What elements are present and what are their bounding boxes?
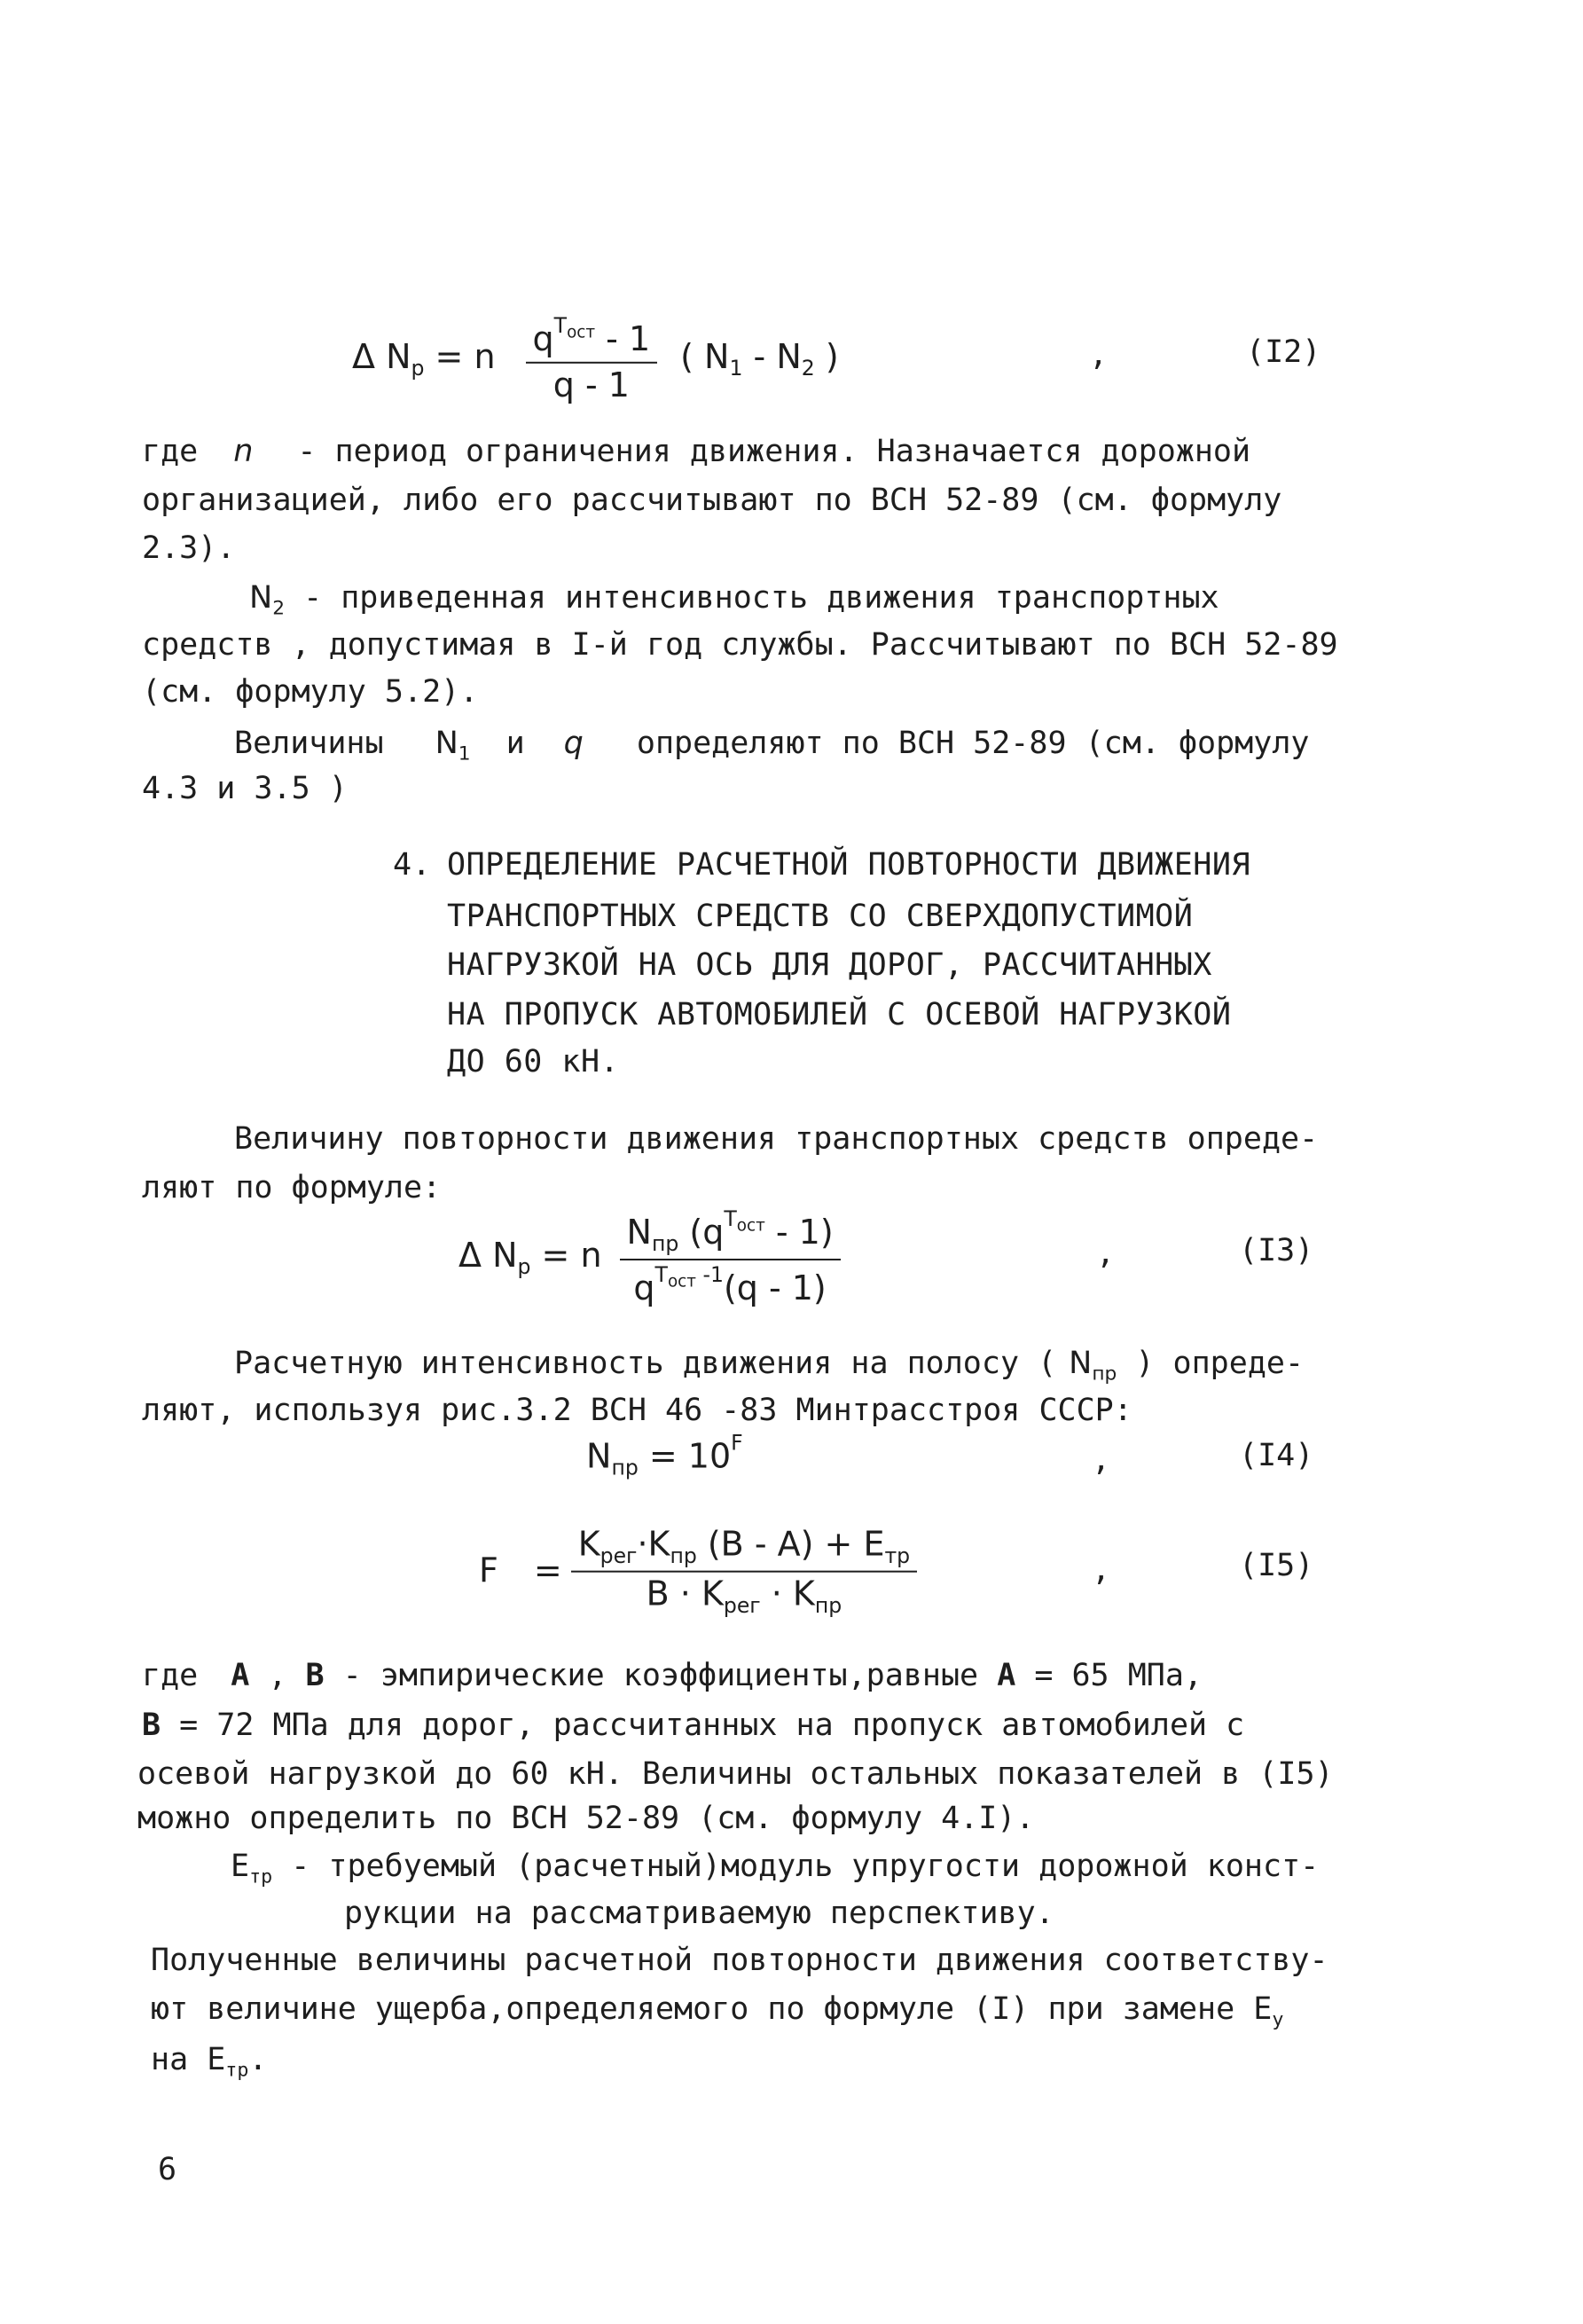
formula-12-lhs-text: Δ N [352,336,411,376]
section-title-line-3: НАГРУЗКОЙ НА ОСЬ ДЛЯ ДОРОГ, РАССЧИТАННЫХ [447,947,1212,983]
formula-12-comma: , [1089,337,1109,373]
para-result-line-1: Полученные величины расчетной повторности движения соответству- [151,1943,1328,1978]
formula-15-num-k1: K [577,1524,600,1564]
formula-13-den-base: q [633,1268,655,1308]
para-ab-line-4: можно определить по ВСН 52-89 (см. формулу 4.I). [137,1801,1035,1836]
symbol-a: A [231,1658,250,1693]
formula-12-label: (I2) [1246,334,1321,370]
formula-13-comma: , [1096,1236,1116,1271]
formula-13-den-sup: T [654,1262,668,1288]
formula-12-num-exponent [553,312,596,342]
formula-13-den-exponent [654,1262,724,1292]
symbol-n2: N [249,580,273,616]
formula-14-exponent: F [731,1430,743,1456]
formula-15-num-k2-sub: пр [670,1543,697,1568]
para-ab-text: - эмпирические коэффициенты,равные [324,1658,998,1693]
formula-12-n1-sub: 1 [729,356,743,381]
para-n2-line-1-text: - приведенная интенсивность движения транспортных [285,580,1219,616]
formula-15-numerator [571,1526,917,1573]
formula-14 [586,1431,743,1480]
para-result-line-3-end: . [248,2042,268,2077]
para-n-line-3: 2.3). [142,530,236,566]
formula-15-den-dot: · K [760,1574,815,1613]
formula-13-lhs-text: Δ N [458,1235,518,1275]
para-etr-text: - требуемый (расчетный)модуль упругости дорожной конст- [272,1849,1320,1884]
formula-12-denominator: q - 1 [552,365,630,404]
formula-13-num-n-sub: пр [651,1231,679,1257]
symbol-n2-sub: 2 [272,597,285,620]
formula-15-comma: , [1092,1552,1111,1588]
formula-15-num-rest: (B - A) + E [696,1524,885,1564]
formula-14-comma: , [1092,1442,1111,1478]
formula-14-body [586,1431,743,1480]
para-intensity-text-b: ) опреде- [1117,1346,1305,1381]
para-ab-line-3: осевой нагрузкой до 60 кН. Величины остальных показателей в (I5) [137,1756,1334,1792]
formula-13-denominator [626,1260,833,1308]
symbol-npr-sub: пр [1092,1362,1117,1386]
formula-13-num-sup: T [724,1205,737,1231]
symbol-e-sub: тр [249,1865,273,1888]
formula-13-num-exponent [724,1205,765,1236]
para-values-word: Величины [234,726,384,761]
para-n2-line-2: средств , допустимая в I-й год службы. Рассчитывают по ВСН 52-89 [142,627,1338,663]
formula-12 [352,314,839,404]
formula-12-fraction [526,314,658,404]
formula-13-den-sup-rest: -1 [695,1262,724,1288]
formula-13-lhs [458,1237,602,1279]
para-n-line-1-text: - период ограничения движения. Назначается дорожной [297,434,1251,469]
formula-13-num-sup-sub: ост [736,1216,765,1236]
formula-12-minus: - N [742,336,802,376]
formula-15-label: (I5) [1239,1548,1314,1583]
para-ab-where: где [142,1658,199,1693]
formula-13-den-sup-sub: ост [667,1272,696,1292]
section-number: 4. [393,847,432,883]
formula-15 [479,1526,917,1619]
formula-13 [458,1207,841,1308]
symbol-n: n [233,434,254,469]
para-result-line-2-text: ют величине ущерба,определяемого по формуле (I) при замене E [151,1991,1273,2027]
para-ab-text-2: = 65 МПа, [1015,1658,1203,1693]
formula-14-eq: = 10 [638,1436,732,1476]
formula-12-num-sup: T [553,312,568,338]
para-result-line-3-text: на E [151,2042,226,2077]
symbol-e: E [231,1849,250,1884]
section-title-line-5: ДО 60 кН. [447,1044,620,1080]
symbol-n1-sub: 1 [458,742,471,766]
para-etr-line-2: рукции на рассматриваемую перспективу. [344,1896,1054,1931]
formula-12-paren-close: ) [814,336,839,376]
formula-13-num-rest: - 1) [764,1212,834,1252]
formula-15-num-k1-sub: рег [600,1543,638,1568]
para-intensity-line-1 [234,1347,1304,1391]
formula-12-n2-sub: 2 [801,356,815,381]
symbol-npr: N [1069,1346,1093,1381]
formula-15-fraction [571,1526,917,1619]
symbol-etr-sub: тр [225,2059,249,2082]
formula-15-den-b: B · K [646,1574,724,1613]
symbol-b: B [305,1658,325,1693]
formula-15-lhs-text: F [479,1551,498,1591]
symbol-ey-sub: у [1272,2008,1284,2031]
section-title-line-1: ОПРЕДЕЛЕНИЕ РАСЧЕТНОЙ ПОВТОРНОСТИ ДВИЖЕНИЯ [447,847,1251,883]
formula-12-lhs-sub: p [411,356,425,381]
formula-14-lhs: N [586,1436,612,1476]
page-number: 6 [158,2152,177,2187]
formula-15-den-k1-sub: рег [723,1593,761,1619]
formula-12-paren-open: ( N [680,336,730,376]
para-result-line-2 [151,1993,1283,2037]
formula-15-lhs [479,1552,562,1591]
formula-13-fraction [620,1207,841,1308]
para-repeat-line-1: Величину повторности движения транспортных средств опреде- [234,1121,1319,1157]
formula-15-eq: = [533,1551,562,1591]
formula-13-label: (I3) [1239,1233,1314,1268]
symbol-b-2: B [142,1708,161,1743]
para-n2-line-3: (см. формулу 5.2). [142,674,479,710]
para-ab-sep: , [249,1658,306,1693]
symbol-q: q [563,726,584,761]
formula-15-num-e-sub: тр [884,1543,911,1568]
formula-12-eq: = n [424,336,496,376]
where-word: где [142,434,199,469]
formula-14-label: (I4) [1239,1438,1314,1473]
symbol-a-2: A [997,1658,1016,1693]
formula-12-lhs [352,338,496,381]
formula-13-numerator [620,1207,841,1260]
formula-14-lhs-sub: пр [611,1455,639,1480]
para-values-text: определяют по ВСН 52-89 (см. формулу [636,726,1310,761]
formula-12-num-base: q [532,318,554,358]
formula-15-num-dot: ·K [637,1524,670,1564]
formula-12-numerator [526,314,658,364]
section-title-line-2: ТРАНСПОРТНЫХ СРЕДСТВ СО СВЕРХДОПУСТИМОЙ [447,899,1194,934]
formula-13-num-open: (q [678,1212,725,1252]
para-result-line-3 [151,2044,268,2087]
para-ab-line-1 [142,1660,1203,1692]
para-values-and: и [505,726,525,761]
formula-13-num-n: N [626,1212,652,1252]
formula-13-den-rest: (q - 1) [723,1268,827,1308]
formula-13-lhs-sub: p [517,1254,531,1280]
para-n-line-1 [142,436,1250,467]
formula-12-num-sup-sub: ост [567,323,596,342]
formula-12-num-rest: - 1 [595,318,651,358]
formula-15-denominator [639,1573,850,1618]
para-ab-line-2 [142,1709,1244,1741]
para-n2-line-1 [249,582,1219,625]
symbol-n1: N [435,726,458,761]
para-intensity-text-a: Расчетную интенсивность движения на полосу ( [234,1346,1057,1381]
para-n-line-2: организацией, либо его рассчитывают по ВСН 52-89 (см. формулу [142,483,1282,518]
section-title-line-4: НА ПРОПУСК АВТОМОБИЛЕЙ С ОСЕВОЙ НАГРУЗКОЙ [447,997,1232,1032]
para-repeat-line-2: ляют по формуле: [142,1170,442,1205]
para-etr-line-1 [231,1850,1319,1894]
para-values-line-1 [234,727,1309,771]
formula-12-tail [680,338,839,381]
para-intensity-line-2: ляют, используя рис.3.2 ВСН 46 -83 Минтрасстроя СССР: [142,1393,1132,1428]
para-ab-line-2-text: = 72 МПа для дорог, рассчитанных на пропуск автомобилей с [161,1708,1245,1743]
para-values-line-2: 4.3 и 3.5 ) [142,771,348,806]
formula-15-den-k2-sub: пр [814,1593,842,1619]
formula-13-eq: = n [530,1235,602,1275]
